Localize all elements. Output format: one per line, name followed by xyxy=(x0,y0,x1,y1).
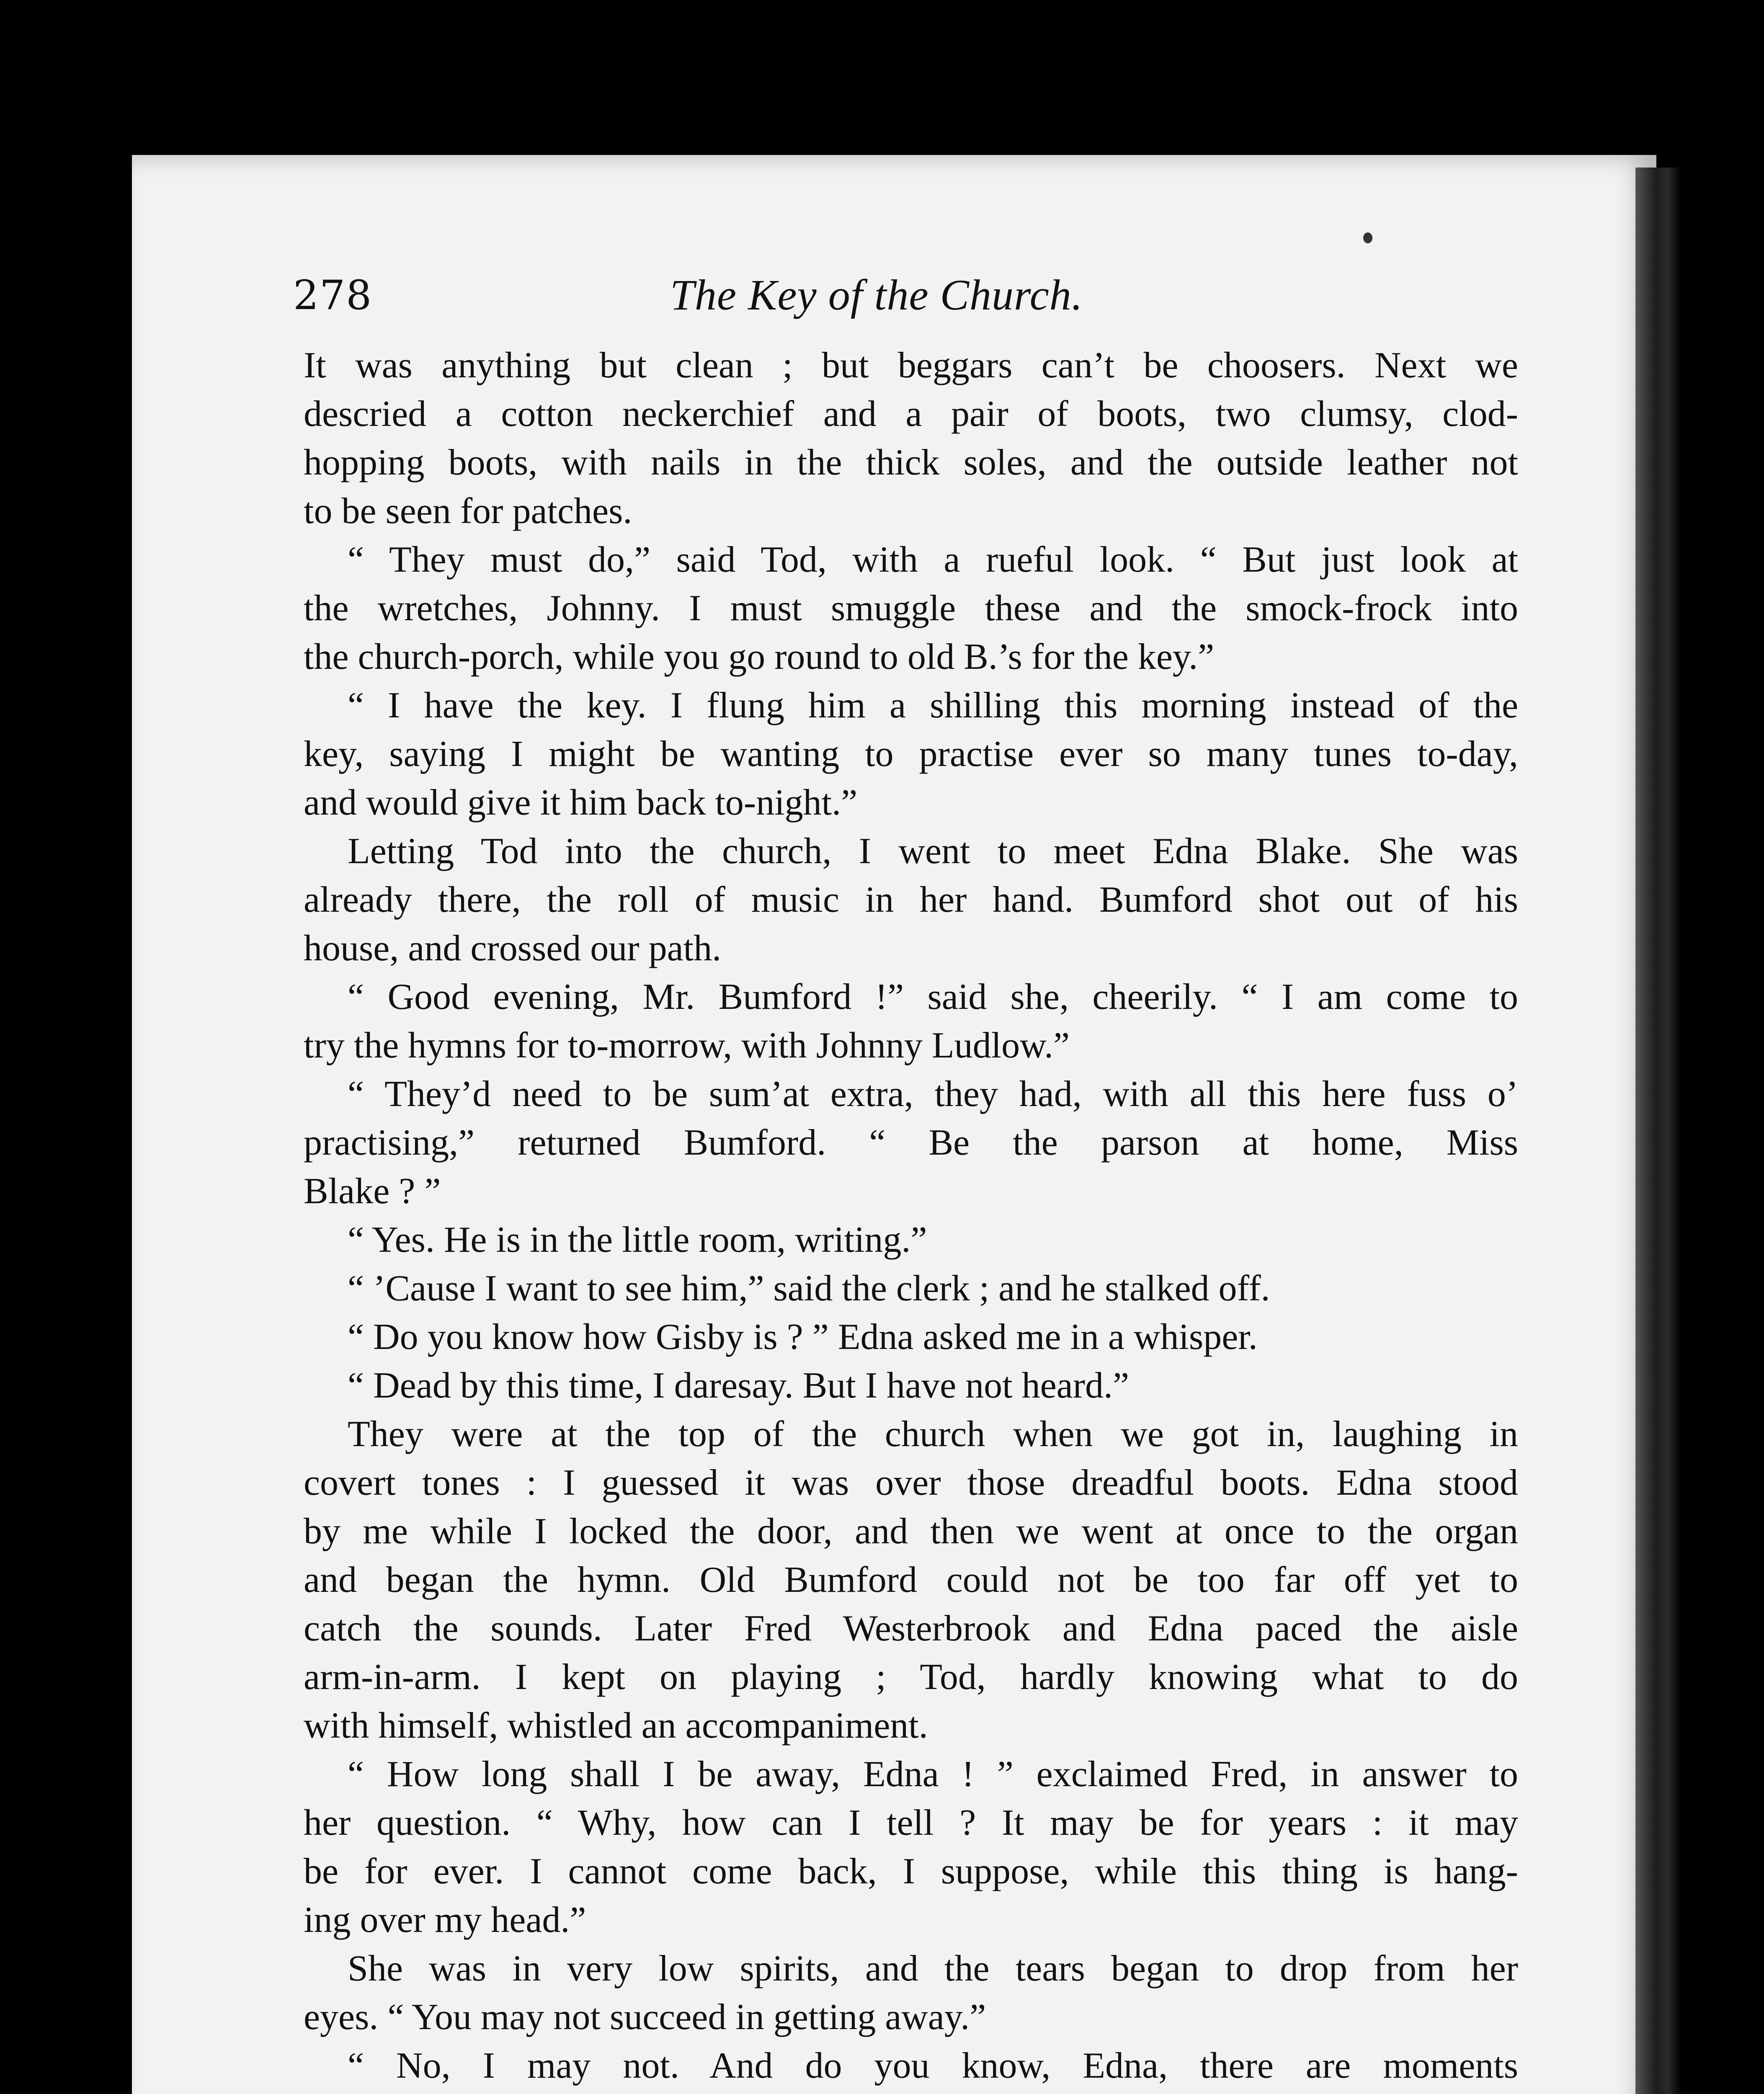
text-line: arm-in-arm. I kept on playing ; Tod, hardly knowing what to do xyxy=(304,1657,1518,1697)
text-line: key, saying I might be wanting to practise ever so many tunes to-day, xyxy=(304,734,1518,774)
text-line: to be seen for patches. xyxy=(304,491,632,531)
text-line: “ No, I may not. And do you know, Edna, there are moments xyxy=(348,2045,1518,2086)
text-line: eyes. “ You may not succeed in getting away.” xyxy=(304,1997,986,2037)
text-line: practising,” returned Bumford. “ Be the parson at home, Miss xyxy=(304,1122,1518,1163)
paper-speck xyxy=(1363,232,1372,243)
text-line: house, and crossed our path. xyxy=(304,928,722,969)
text-line: already there, the roll of music in her hand. Bumford shot out of his xyxy=(304,879,1518,920)
text-line: the church-porch, while you go round to old B.’s for the key.” xyxy=(304,637,1215,677)
text-line: try the hymns for to-morrow, with Johnny Ludlow.” xyxy=(304,1025,1070,1066)
text-line: the wretches, Johnny. I must smuggle these and the smock-frock into xyxy=(304,588,1518,629)
text-line: Letting Tod into the church, I went to meet Edna Blake. She was xyxy=(348,831,1518,872)
text-line: “ They must do,” said Tod, with a rueful look. “ But just look at xyxy=(348,539,1518,580)
text-line: Blake ? ” xyxy=(304,1171,441,1212)
running-header xyxy=(293,264,1550,335)
text-line: She was in very low spirits, and the tears began to drop from her xyxy=(348,1948,1518,1989)
text-line: “ How long shall I be away, Edna ! ” exclaimed Fred, in answer to xyxy=(348,1754,1518,1795)
text-line: “ ’Cause I want to see him,” said the clerk ; and he stalked off. xyxy=(348,1268,1270,1309)
text-line: “ Do you know how Gisby is ? ” Edna asked me in a whisper. xyxy=(348,1317,1258,1357)
text-line: “ They’d need to be sum’at extra, they had, with all this here fuss o’ xyxy=(348,1074,1518,1114)
body-text xyxy=(304,341,1518,2094)
text-line: by me while I locked the door, and then we went at once to the organ xyxy=(304,1511,1518,1552)
text-line: “ Dead by this time, I daresay. But I have not heard.” xyxy=(348,1365,1130,1406)
text-line: descried a cotton neckerchief and a pair of boots, two clumsy, clod- xyxy=(304,394,1518,434)
page-binding-edge xyxy=(1635,168,1681,2094)
text-line: “ Good evening, Mr. Bumford !” said she, cheerily. “ I am come to xyxy=(348,977,1518,1017)
running-title: The Key of the Church. xyxy=(670,271,1083,319)
page-number: 278 xyxy=(293,272,373,319)
text-line: with himself, whistled an accompaniment. xyxy=(304,1705,928,1746)
text-line: and began the hymn. Old Bumford could not be too far off yet to xyxy=(304,1560,1518,1600)
text-line: “ Yes. He is in the little room, writing.” xyxy=(348,1220,927,1260)
text-line: It was anything but clean ; but beggars can’t be choosers. Next we xyxy=(304,345,1518,386)
text-line: and would give it him back to-night.” xyxy=(304,782,858,823)
text-line: be for ever. I cannot come back, I suppose, while this thing is hang- xyxy=(304,1851,1518,1892)
text-line: They were at the top of the church when we got in, laughing in xyxy=(348,1414,1518,1454)
text-line: ing over my head.” xyxy=(304,1900,586,1940)
text-line: her question. “ Why, how can I tell ? It may be for years : it may xyxy=(304,1803,1518,1843)
text-line: covert tones : I guessed it was over those dreadful boots. Edna stood xyxy=(304,1462,1518,1503)
text-line xyxy=(304,2090,1518,2094)
text-line: hopping boots, with nails in the thick soles, and the outside leather not xyxy=(304,442,1518,483)
text-line: catch the sounds. Later Fred Westerbrook and Edna paced the aisle xyxy=(304,1608,1518,1649)
text-line: “ I have the key. I flung him a shilling this morning instead of the xyxy=(348,685,1518,726)
